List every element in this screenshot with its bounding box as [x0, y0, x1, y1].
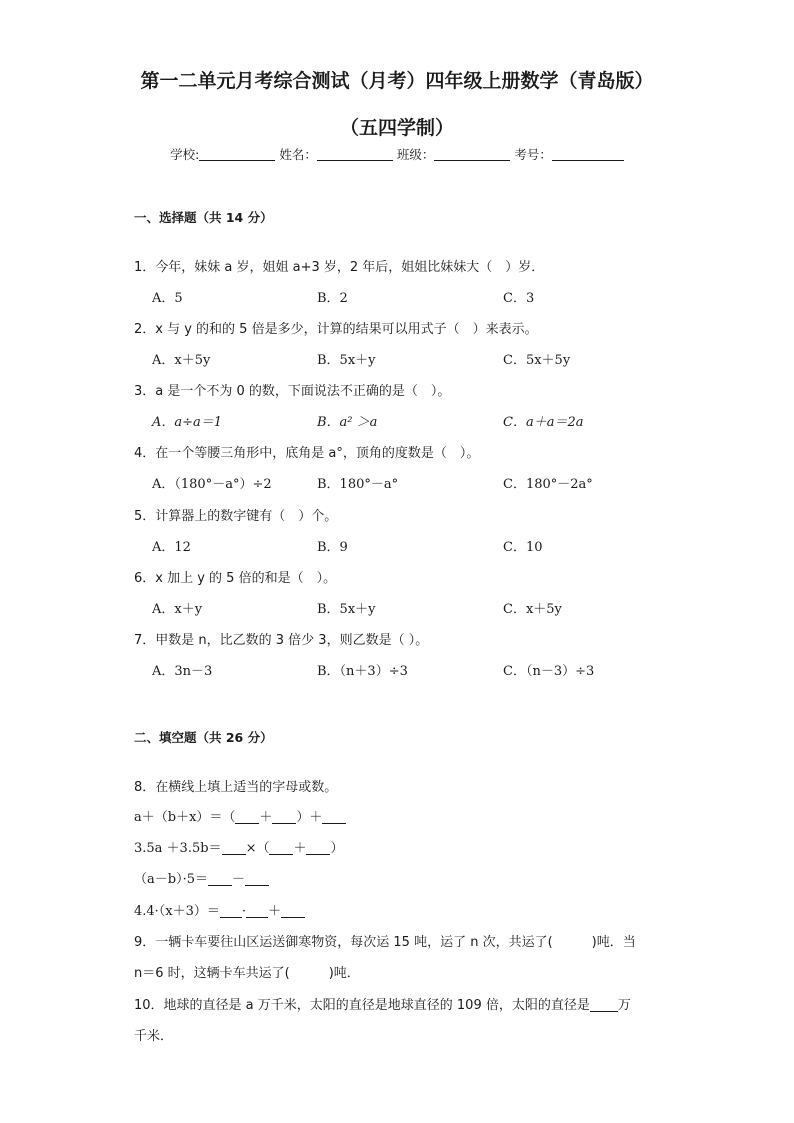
question-9-line-2: n＝6 时，这辆卡车共运了( )吨．	[134, 966, 360, 981]
question-8-line-1: a＋（b＋x）＝（ ＋ ）＋	[134, 806, 346, 825]
exam-no-label: 考号：	[514, 147, 552, 162]
question-2-option-b: B．5x＋y	[317, 353, 376, 368]
answer-blank[interactable]	[272, 810, 296, 824]
question-10-line-1: 10．地球的直径是 a 万千米，太阳的直径是地球直径的 109 倍，太阳的直径是 万	[134, 998, 631, 1013]
answer-blank[interactable]	[235, 810, 259, 824]
question-1-option-a: A．5	[152, 291, 183, 306]
question-1-stem: 1．今年，妹妹 a 岁，姐姐 a+3 岁，2 年后，姐姐比妹妹大（ ）岁．	[134, 260, 545, 275]
answer-blank[interactable]	[220, 904, 242, 918]
class-field[interactable]	[434, 148, 510, 161]
question-8-line-3: （a－b）·5＝ －	[134, 868, 269, 887]
question-10-line-2: 千米．	[134, 1029, 174, 1044]
question-8-stem: 8．在横线上填上适当的字母或数。	[134, 780, 338, 795]
question-3-option-b: B．a² ＞a	[317, 415, 378, 430]
question-3-option-a: A．a÷a＝1	[152, 415, 223, 430]
question-7-stem: 7．甲数是 n，比乙数的 3 倍少 3，则乙数是（ ）。	[134, 633, 429, 648]
class-label: 班级：	[396, 147, 435, 162]
question-3-stem: 3．a 是一个不为 0 的数，下面说法不正确的是（ ）。	[134, 384, 451, 399]
question-3-option-c: C．a＋a＝2a	[503, 415, 584, 430]
answer-blank[interactable]	[269, 841, 293, 855]
answer-blank[interactable]	[590, 998, 618, 1012]
exam-no-field[interactable]	[552, 148, 624, 161]
question-4-option-c: C．180°－2a°	[503, 477, 593, 492]
question-1-option-b: B．2	[317, 291, 348, 306]
question-2-option-a: A．x＋5y	[152, 353, 211, 368]
question-5-option-c: C．10	[503, 540, 543, 555]
name-label: 姓名：	[279, 147, 317, 162]
question-8-line-2: 3.5a ＋3.5b＝ ×（ ＋ ）	[134, 841, 344, 856]
answer-blank[interactable]	[222, 841, 246, 855]
page-subtitle: （五四学制）	[339, 117, 454, 139]
answer-blank[interactable]	[322, 810, 346, 824]
answer-blank[interactable]	[306, 841, 330, 855]
question-4-option-a: A．（180°－a°）÷2	[152, 477, 272, 492]
question-6-option-b: B．5x＋y	[317, 602, 376, 617]
question-7-option-c: C．（n－3）÷3	[503, 664, 595, 679]
question-1-option-c: C．3	[503, 291, 535, 306]
answer-blank[interactable]	[245, 872, 269, 886]
question-6-option-c: C．x＋5y	[503, 602, 562, 617]
section-heading-fill-in: 二、填空题（共 26 分）	[134, 730, 273, 745]
question-6-option-a: A．x＋y	[152, 602, 203, 617]
question-8-line-4: 4.4·（x＋3）＝ · ＋	[134, 900, 305, 919]
question-5-stem: 5．计算器上的数字键有（ ）个。	[134, 509, 338, 524]
question-4-option-b: B．180°－a°	[317, 477, 399, 492]
school-label: 学校:	[170, 147, 200, 162]
question-5-option-b: B．9	[317, 540, 348, 555]
question-7-option-b: B．（n＋3）÷3	[317, 664, 408, 679]
school-field[interactable]	[199, 148, 275, 161]
question-7-option-a: A．3n－3	[152, 664, 213, 679]
section-heading-choice: 一、选择题（共 14 分）	[134, 210, 273, 225]
page-title: 第一二单元月考综合测试（月考）四年级上册数学（青岛版）	[140, 70, 654, 92]
answer-blank[interactable]	[208, 872, 232, 886]
question-9-line-1: 9．一辆卡车要往山区运送御寒物资，每次运 15 吨，运了 n 次，共运了( )吨．当	[134, 935, 636, 950]
question-2-stem: 2．x 与 y 的和的 5 倍是多少，计算的结果可以用式子（ ）来表示。	[134, 322, 538, 337]
question-5-option-a: A．12	[152, 540, 191, 555]
answer-blank[interactable]	[246, 904, 268, 918]
answer-blank[interactable]	[281, 904, 305, 918]
student-info-row	[0, 145, 794, 163]
question-4-stem: 4．在一个等腰三角形中，底角是 a°，顶角的度数是（ ）。	[134, 446, 480, 461]
question-6-stem: 6．x 加上 y 的 5 倍的和是（ ）。	[134, 571, 337, 586]
name-field[interactable]	[317, 148, 393, 161]
question-2-option-c: C．5x＋5y	[503, 353, 571, 368]
